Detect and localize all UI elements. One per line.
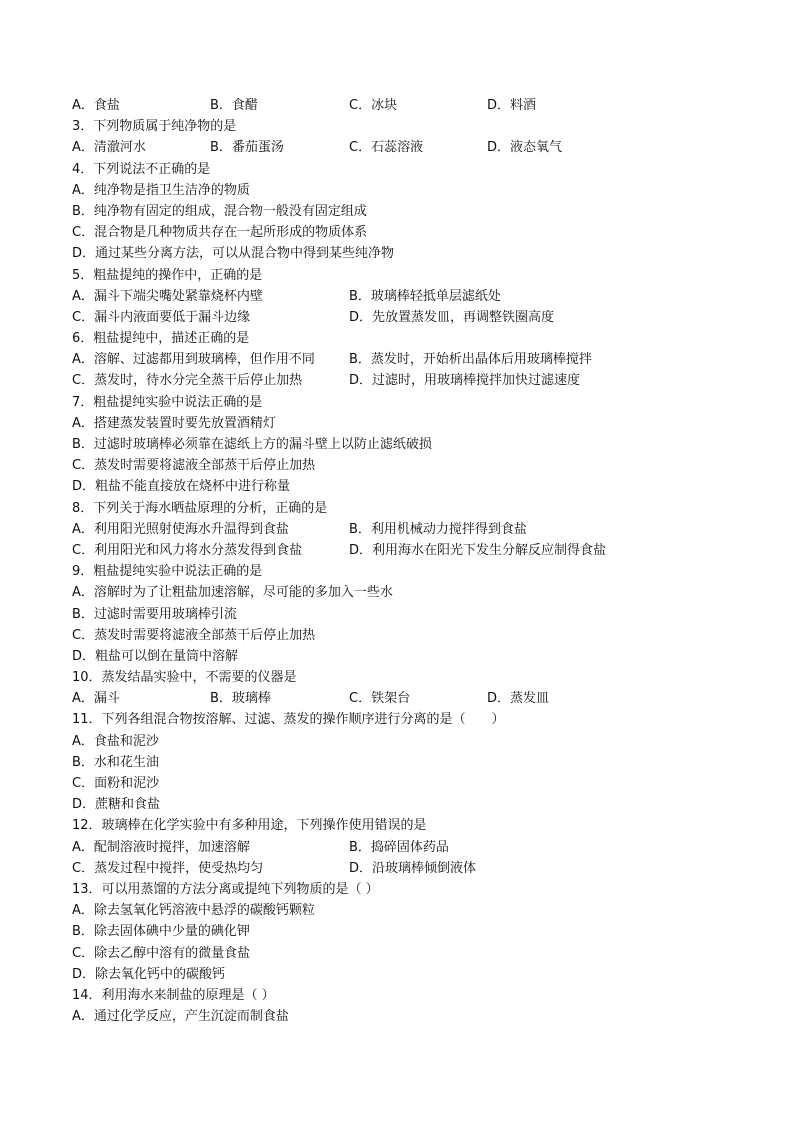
option-row xyxy=(72,519,732,540)
option-text: B．过滤时玻璃棒必须靠在滤纸上方的漏斗壁上以防止滤纸破损 xyxy=(72,437,432,452)
answer-option: B．玻璃棒轻抵单层滤纸处 xyxy=(349,288,501,304)
answer-option xyxy=(72,900,732,921)
option-text: A．除去氢氧化钙溶液中悬浮的碳酸钙颗粒 xyxy=(72,903,315,919)
option-text: A．食盐和泥沙 xyxy=(72,733,159,749)
answer-option: B．玻璃棒 xyxy=(210,691,271,707)
question-text: 11．下列各组混合物按溶解、过滤、蒸发的操作顺序进行分离的是（ ） xyxy=(72,712,505,728)
answer-option: A．溶解、过滤都用到玻璃棒，但作用不同 xyxy=(72,352,315,368)
answer-option: D．蒸发皿 xyxy=(487,691,550,707)
answer-option: B．利用机械动力搅拌得到食盐 xyxy=(349,521,527,537)
answer-option: D．利用海水在阳光下发生分解反应制得食盐 xyxy=(349,542,607,558)
answer-option: C．漏斗内液面要低于漏斗边缘 xyxy=(72,309,251,325)
answer-option: D．料酒 xyxy=(487,98,537,113)
option-text: A．通过化学反应，产生沉淀而制食盐 xyxy=(72,1009,289,1025)
option-row xyxy=(72,307,732,328)
option-text: D．粗盐不能直接放在烧杯中进行称量 xyxy=(72,479,291,495)
option-row xyxy=(72,837,732,858)
answer-option: A．漏斗 xyxy=(72,691,120,707)
question-text: 10．蒸发结晶实验中，不需要的仪器是 xyxy=(72,670,297,686)
answer-option: D．沿玻璃棒倾倒液体 xyxy=(349,860,477,876)
question-text: 8．下列关于海水晒盐原理的分析，正确的是 xyxy=(72,500,328,516)
answer-option: B．捣碎固体药品 xyxy=(349,839,449,855)
question-stem xyxy=(72,392,732,413)
option-text: A．搭建蒸发装置时要先放置酒精灯 xyxy=(72,415,276,431)
question-stem xyxy=(72,265,732,286)
answer-option xyxy=(72,625,732,646)
question-stem xyxy=(72,328,732,349)
question-stem xyxy=(72,159,732,180)
answer-option xyxy=(72,921,732,942)
answer-option xyxy=(72,455,732,476)
option-text: C．面粉和泥沙 xyxy=(72,776,160,791)
question-text: 5．粗盐提纯的操作中，正确的是 xyxy=(72,267,263,283)
answer-option xyxy=(72,943,732,964)
answer-option: B．食醋 xyxy=(210,98,258,113)
answer-option: D．液态氧气 xyxy=(487,140,563,156)
option-text: C．蒸发时需要将滤液全部蒸干后停止加热 xyxy=(72,458,316,474)
option-text: A．纯净物是指卫生洁净的物质 xyxy=(72,182,250,198)
option-text: D．除去氧化钙中的碳酸钙 xyxy=(72,966,226,982)
question-text: 9．粗盐提纯实验中说法正确的是 xyxy=(72,564,263,580)
option-text: D．粗盐可以倒在量筒中溶解 xyxy=(72,648,239,664)
option-text: C．混合物是几种物质共存在一起所形成的物质体系 xyxy=(72,225,368,241)
answer-option: B．蒸发时，开始析出晶体后用玻璃棒搅拌 xyxy=(349,352,592,368)
answer-option xyxy=(72,604,732,625)
answer-option: B．番茄蛋汤 xyxy=(210,140,284,156)
option-text: C．蒸发时需要将滤液全部蒸干后停止加热 xyxy=(72,627,316,643)
question-stem xyxy=(72,985,732,1006)
question-text: 14．利用海水来制盐的原理是（ ） xyxy=(72,987,275,1003)
answer-option xyxy=(72,180,732,201)
option-text: B．水和花生油 xyxy=(72,754,159,770)
question-text: 12．玻璃棒在化学实验中有多种用途，下列操作使用错误的是 xyxy=(72,818,427,834)
option-text: C．除去乙醇中溶有的微量食盐 xyxy=(72,945,251,961)
answer-option: C．石蕊溶液 xyxy=(349,140,424,156)
answer-option: C．冰块 xyxy=(349,98,398,113)
answer-option: A．配制溶液时搅拌，加速溶解 xyxy=(72,839,250,855)
answer-option: A．食盐 xyxy=(72,98,120,113)
answer-option xyxy=(72,413,732,434)
answer-option: C．铁架台 xyxy=(349,691,411,707)
answer-option xyxy=(72,243,732,264)
answer-option xyxy=(72,731,732,752)
question-text: 3．下列物质属于纯净物的是 xyxy=(72,119,237,135)
answer-option xyxy=(72,476,732,497)
option-text: B．除去固体碘中少量的碘化钾 xyxy=(72,924,250,940)
answer-option: A．清澈河水 xyxy=(72,140,146,156)
question-text: 4．下列说法不正确的是 xyxy=(72,161,211,177)
option-row xyxy=(72,137,732,158)
answer-option xyxy=(72,964,732,985)
option-text: D．蔗糖和食盐 xyxy=(72,797,161,813)
answer-option: C．蒸发时，待水分完全蒸干后停止加热 xyxy=(72,373,303,389)
question-text: 7．粗盐提纯实验中说法正确的是 xyxy=(72,394,263,410)
answer-option xyxy=(72,201,732,222)
answer-option: D．过滤时，用玻璃棒搅拌加快过滤速度 xyxy=(349,373,581,389)
option-row xyxy=(72,95,732,116)
question-stem xyxy=(72,667,732,688)
answer-option: C．蒸发过程中搅拌，使受热均匀 xyxy=(72,860,264,876)
option-text: B．纯净物有固定的组成，混合物一般没有固定组成 xyxy=(72,203,367,219)
question-text: 13．可以用蒸馏的方法分离或提纯下列物质的是（ ） xyxy=(72,881,379,897)
option-text: D．通过某些分离方法，可以从混合物中得到某些纯净物 xyxy=(72,246,395,262)
answer-option: A．利用阳光照射使海水升温得到食盐 xyxy=(72,521,289,537)
option-row xyxy=(72,540,732,561)
worksheet-page xyxy=(72,95,732,1027)
answer-option xyxy=(72,752,732,773)
answer-option xyxy=(72,582,732,603)
option-text: A．溶解时为了让粗盐加速溶解，尽可能的多加入一些水 xyxy=(72,585,393,601)
question-stem xyxy=(72,709,732,730)
question-stem xyxy=(72,498,732,519)
option-text: B．过滤时需要用玻璃棒引流 xyxy=(72,606,237,622)
question-stem xyxy=(72,116,732,137)
option-row xyxy=(72,370,732,391)
answer-option xyxy=(72,434,732,455)
option-row xyxy=(72,349,732,370)
option-row xyxy=(72,858,732,879)
question-stem xyxy=(72,561,732,582)
option-row xyxy=(72,286,732,307)
answer-option: D．先放置蒸发皿，再调整铁圈高度 xyxy=(349,309,555,325)
answer-option: A．漏斗下端尖嘴处紧靠烧杯内壁 xyxy=(72,288,263,304)
answer-option xyxy=(72,646,732,667)
answer-option xyxy=(72,1006,732,1027)
question-stem xyxy=(72,815,732,836)
option-row xyxy=(72,688,732,709)
answer-option xyxy=(72,222,732,243)
answer-option: C．利用阳光和风力将水分蒸发得到食盐 xyxy=(72,542,303,558)
question-text: 6．粗盐提纯中，描述正确的是 xyxy=(72,331,250,347)
answer-option xyxy=(72,794,732,815)
answer-option xyxy=(72,773,732,794)
question-stem xyxy=(72,879,732,900)
